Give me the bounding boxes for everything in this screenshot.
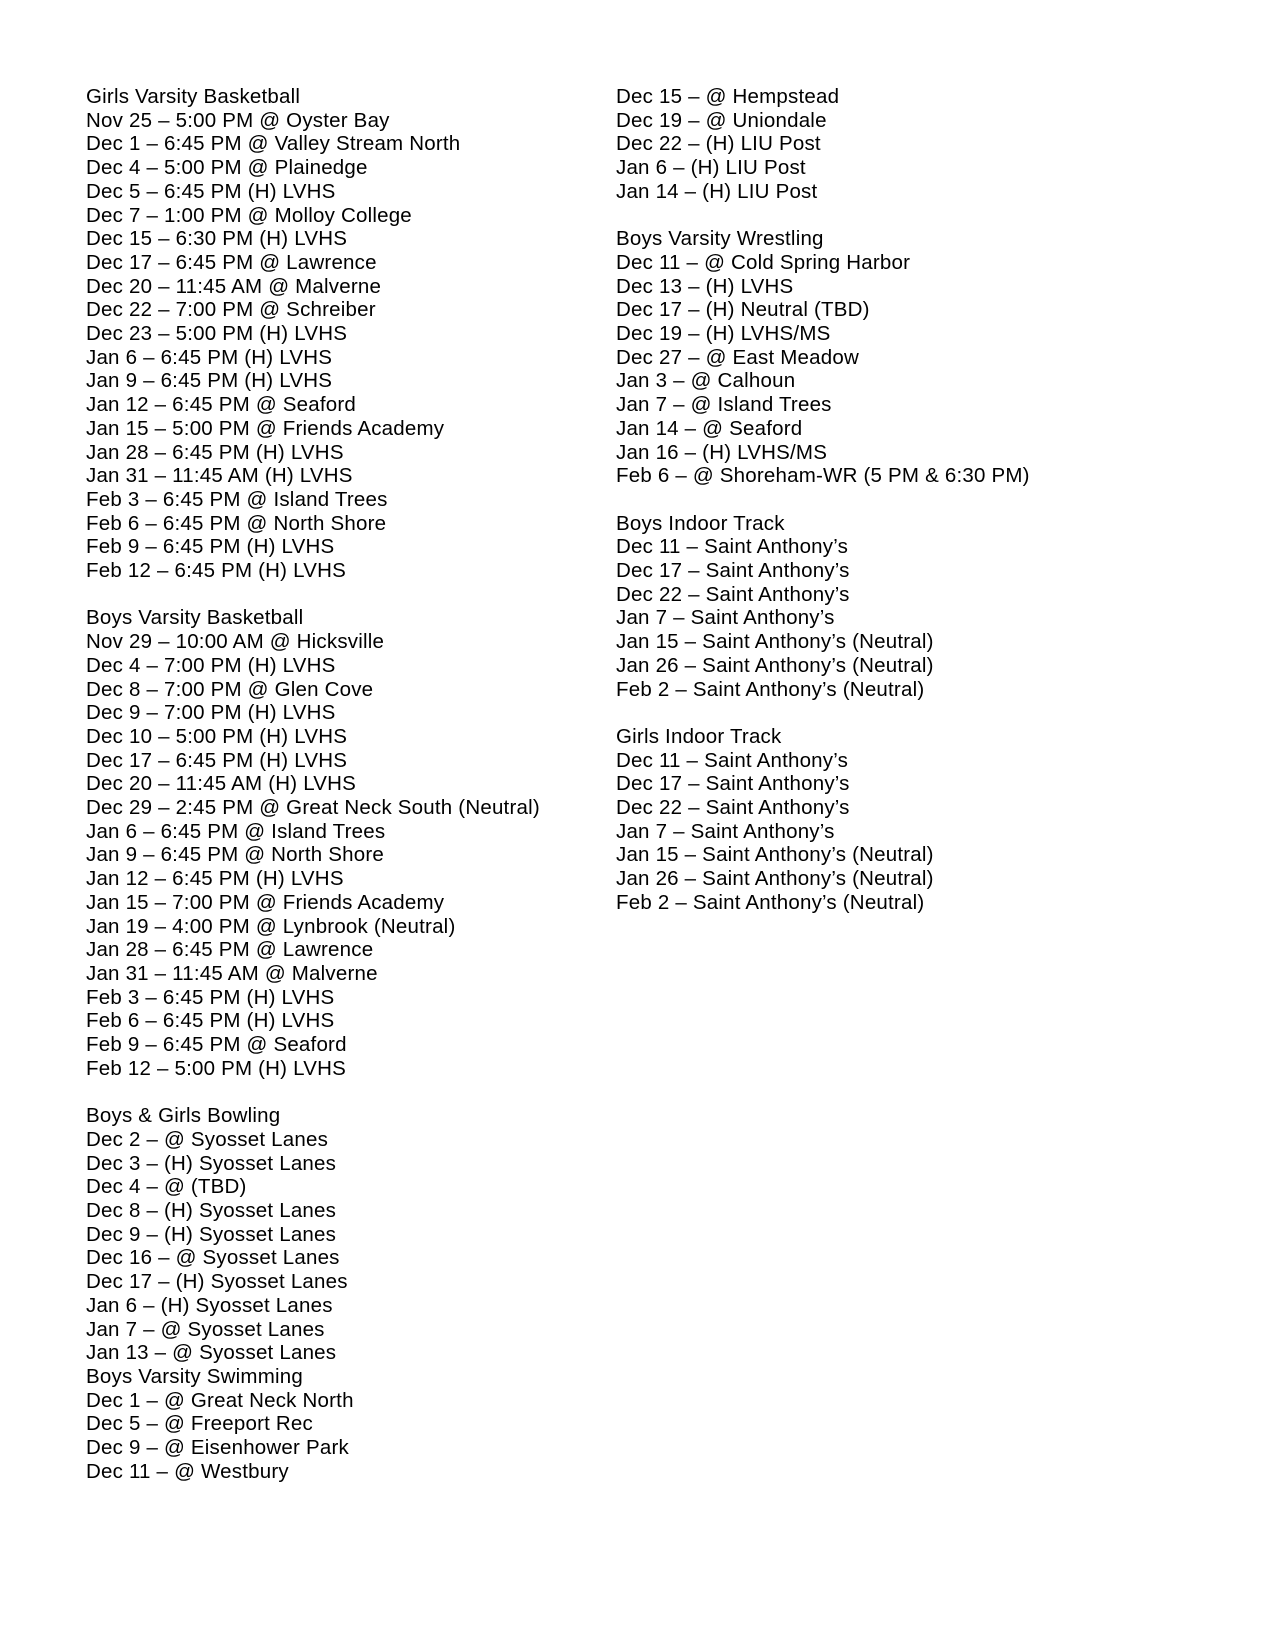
schedule-entry: Jan 7 – @ Island Trees <box>616 393 832 417</box>
schedule-entry: Dec 22 – 7:00 PM @ Schreiber <box>86 298 376 322</box>
schedule-entry: Jan 6 – 6:45 PM (H) LVHS <box>86 345 333 369</box>
sport-section-heading: Boys & Girls Bowling <box>86 1104 281 1128</box>
schedule-entry: Dec 27 – @ East Meadow <box>616 345 859 369</box>
schedule-entry: Feb 2 – Saint Anthony’s (Neutral) <box>616 677 925 701</box>
schedule-entry: Jan 28 – 6:45 PM (H) LVHS <box>86 440 344 464</box>
sport-section-boys-varsity-swimming <box>86 1365 616 1484</box>
schedule-entry: Jan 15 – Saint Anthony’s (Neutral) <box>616 843 934 867</box>
sport-section-boys-varsity-wrestling <box>616 227 1176 488</box>
sport-section-boys-and-girls-bowling <box>86 1104 616 1365</box>
schedule-entry: Jan 6 – (H) LIU Post <box>616 156 806 180</box>
schedule-entry: Dec 22 – (H) LIU Post <box>616 132 821 156</box>
schedule-entry: Jan 31 – 11:45 AM (H) LVHS <box>86 464 353 488</box>
schedule-entry: Jan 3 – @ Calhoun <box>616 369 796 393</box>
schedule-entry: Dec 15 – @ Hempstead <box>616 85 840 108</box>
schedule-entry: Dec 19 – (H) LVHS/MS <box>616 322 831 346</box>
schedule-entry: Feb 6 – @ Shoreham-WR (5 PM & 6:30 PM) <box>616 464 1030 488</box>
schedule-entry: Jan 16 – (H) LVHS/MS <box>616 440 828 464</box>
schedule-entry: Dec 1 – @ Great Neck North <box>86 1388 354 1412</box>
schedule-entry: Jan 7 – Saint Anthony’s <box>616 819 835 843</box>
schedule-entry: Jan 14 – @ Seaford <box>616 416 803 440</box>
schedule-entry: Feb 3 – 6:45 PM (H) LVHS <box>86 985 335 1009</box>
schedule-entry: Nov 25 – 5:00 PM @ Oyster Bay <box>86 108 390 132</box>
schedule-entry: Dec 22 – Saint Anthony’s <box>616 582 850 606</box>
schedule-entry: Dec 4 – 7:00 PM (H) LVHS <box>86 653 336 677</box>
schedule-entry: Jan 9 – 6:45 PM @ North Shore <box>86 843 384 867</box>
schedule-entry: Dec 15 – 6:30 PM (H) LVHS <box>86 227 348 251</box>
schedule-entry: Feb 2 – Saint Anthony’s (Neutral) <box>616 890 925 914</box>
schedule-entry: Jan 31 – 11:45 AM @ Malverne <box>86 962 378 985</box>
schedule-entry: Jan 26 – Saint Anthony’s (Neutral) <box>616 653 934 677</box>
schedule-entry: Feb 12 – 6:45 PM (H) LVHS <box>86 559 346 583</box>
schedule-entry: Dec 11 – @ Westbury <box>86 1459 289 1483</box>
sport-section-heading: Girls Indoor Track <box>616 724 782 748</box>
schedule-entry: Dec 3 – (H) Syosset Lanes <box>86 1151 337 1175</box>
schedule-entry: Dec 11 – @ Cold Spring Harbor <box>616 250 911 274</box>
schedule-entry: Dec 1 – 6:45 PM @ Valley Stream North <box>86 132 461 156</box>
schedule-entry: Feb 9 – 6:45 PM (H) LVHS <box>86 535 335 559</box>
sport-section-heading: Boys Varsity Wrestling <box>616 227 824 251</box>
schedule-entry: Dec 17 – 6:45 PM @ Lawrence <box>86 250 377 274</box>
sport-section-boys-indoor-track <box>616 512 1176 702</box>
schedule-entry: Dec 4 – @ (TBD) <box>86 1175 247 1199</box>
schedule-entry: Dec 11 – Saint Anthony’s <box>616 748 849 772</box>
schedule-entry: Jan 26 – Saint Anthony’s (Neutral) <box>616 867 934 891</box>
schedule-entry: Dec 23 – 5:00 PM (H) LVHS <box>86 322 348 346</box>
schedule-entry: Nov 29 – 10:00 AM @ Hicksville <box>86 630 385 654</box>
sport-section-girls-indoor-track <box>616 725 1176 915</box>
schedule-entry: Dec 5 – 6:45 PM (H) LVHS <box>86 179 336 203</box>
schedule-entry: Dec 7 – 1:00 PM @ Molloy College <box>86 203 412 227</box>
sport-section-heading: Boys Varsity Swimming <box>86 1364 303 1388</box>
sport-section-heading: Boys Indoor Track <box>616 511 785 535</box>
schedule-entry: Dec 9 – (H) Syosset Lanes <box>86 1222 337 1246</box>
schedule-entry: Jan 7 – Saint Anthony’s <box>616 606 835 630</box>
schedule-entry: Feb 12 – 5:00 PM (H) LVHS <box>86 1056 346 1080</box>
schedule-entry: Dec 16 – @ Syosset Lanes <box>86 1246 340 1270</box>
schedule-entry: Dec 2 – @ Syosset Lanes <box>86 1127 329 1151</box>
schedule-entry: Dec 4 – 5:00 PM @ Plainedge <box>86 156 368 180</box>
schedule-entry: Dec 9 – @ Eisenhower Park <box>86 1436 349 1460</box>
schedule-entry: Dec 13 – (H) LVHS <box>616 274 794 298</box>
schedule-entry: Dec 20 – 11:45 AM (H) LVHS <box>86 772 357 796</box>
right-column <box>616 85 1176 915</box>
sport-section-girls-varsity-basketball <box>86 85 616 583</box>
schedule-entry: Jan 28 – 6:45 PM @ Lawrence <box>86 938 374 962</box>
schedule-entry: Jan 6 – (H) Syosset Lanes <box>86 1293 333 1317</box>
schedule-entry: Dec 8 – (H) Syosset Lanes <box>86 1199 337 1223</box>
schedule-entry: Feb 9 – 6:45 PM @ Seaford <box>86 1033 347 1057</box>
schedule-entry: Jan 6 – 6:45 PM @ Island Trees <box>86 819 386 843</box>
schedule-entry: Dec 19 – @ Uniondale <box>616 108 827 132</box>
two-column-layout <box>86 85 1186 1483</box>
schedule-entry: Dec 11 – Saint Anthony’s <box>616 535 849 559</box>
sport-section-heading: Girls Varsity Basketball <box>86 85 301 108</box>
sport-section-boys-varsity-basketball <box>86 606 616 1080</box>
schedule-entry: Dec 17 – Saint Anthony’s <box>616 559 850 583</box>
schedule-entry: Jan 9 – 6:45 PM (H) LVHS <box>86 369 333 393</box>
schedule-entry: Dec 17 – Saint Anthony’s <box>616 772 850 796</box>
schedule-entry: Jan 15 – 7:00 PM @ Friends Academy <box>86 890 445 914</box>
schedule-entry: Dec 9 – 7:00 PM (H) LVHS <box>86 701 336 725</box>
schedule-entry: Jan 12 – 6:45 PM @ Seaford <box>86 393 357 417</box>
schedule-entry: Jan 13 – @ Syosset Lanes <box>86 1341 337 1365</box>
schedule-entry: Jan 15 – Saint Anthony’s (Neutral) <box>616 630 934 654</box>
schedule-entry: Dec 8 – 7:00 PM @ Glen Cove <box>86 677 374 701</box>
schedule-entry: Dec 5 – @ Freeport Rec <box>86 1412 313 1436</box>
schedule-entry: Dec 10 – 5:00 PM (H) LVHS <box>86 724 348 748</box>
schedule-entry: Jan 15 – 5:00 PM @ Friends Academy <box>86 416 445 440</box>
sport-section-boys-varsity-swimming-continued <box>616 85 1176 204</box>
schedule-entry: Dec 20 – 11:45 AM @ Malverne <box>86 274 382 298</box>
left-column <box>86 85 616 1483</box>
schedule-entry: Jan 19 – 4:00 PM @ Lynbrook (Neutral) <box>86 914 456 938</box>
sport-section-heading: Boys Varsity Basketball <box>86 606 304 630</box>
schedule-entry: Jan 12 – 6:45 PM (H) LVHS <box>86 867 344 891</box>
schedule-entry: Feb 6 – 6:45 PM (H) LVHS <box>86 1009 335 1033</box>
schedule-entry: Feb 3 – 6:45 PM @ Island Trees <box>86 487 388 511</box>
schedule-entry: Dec 22 – Saint Anthony’s <box>616 796 850 820</box>
schedule-entry: Dec 17 – (H) Syosset Lanes <box>86 1270 348 1294</box>
schedule-entry: Dec 17 – (H) Neutral (TBD) <box>616 298 870 322</box>
schedule-entry: Jan 14 – (H) LIU Post <box>616 179 818 203</box>
schedule-entry: Dec 17 – 6:45 PM (H) LVHS <box>86 748 348 772</box>
schedule-entry: Dec 29 – 2:45 PM @ Great Neck South (Neutral) <box>86 796 540 820</box>
schedule-entry: Feb 6 – 6:45 PM @ North Shore <box>86 511 387 535</box>
schedule-entry: Jan 7 – @ Syosset Lanes <box>86 1317 325 1341</box>
